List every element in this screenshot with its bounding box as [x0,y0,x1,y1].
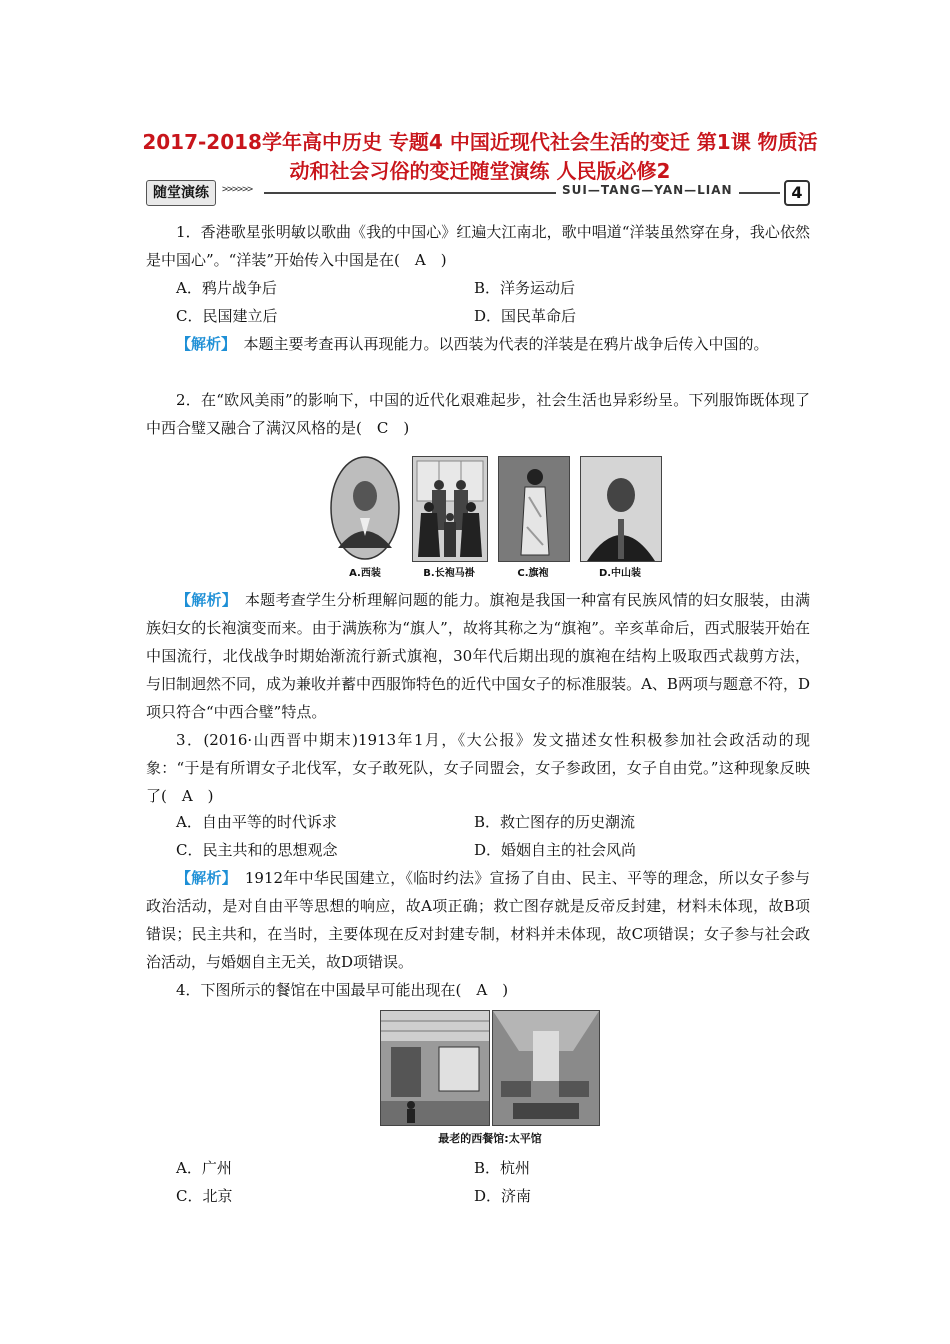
q3-analysis [146,864,810,976]
q3-option-a: A．自由平等的时代诉求 [176,813,337,831]
q4-option-c: C．北京 [176,1187,233,1205]
analysis-label: 【解析】 [176,869,230,887]
q3-option-c: C．民主共和的思想观念 [176,841,338,859]
q1-option-c: C．民国建立后 [176,307,278,325]
q3-analysis-text: 1912年中华民国建立，《临时约法》宣扬了自由、民主、平等的理念，所以女子参与政治活动，是对自由平等思想的响应，故A项正确；救亡图存就是反帝反封建，材料未体现，故B项错误；民主共和，在当时，主要体现在反对封建专制，材料并未体现，故C项错误；女子参与社会政治活动，与婚姻自主无关，故D项错误。 [146,869,810,971]
long-robe-photo [412,456,488,562]
analysis-label: 【解析】 [176,591,230,609]
q1-option-b: B．洋务运动后 [474,279,576,297]
q4-option-d: D．济南 [474,1187,532,1205]
restaurant-caption: 最老的西餐馆:太平馆 [438,1132,542,1145]
restaurant-exterior-photo [380,1010,490,1126]
q1-option-a: A．鸦片战争后 [176,279,277,297]
qipao-photo [498,456,570,562]
q3-option-d: D．婚姻自主的社会风尚 [474,841,637,859]
q1-analysis [146,330,810,358]
zhongshan-suit-photo [580,456,662,562]
caption-d: D.中山装 [598,568,642,579]
banner-number: 4 [784,180,810,206]
q4-option-a: A．广州 [176,1159,232,1177]
document-title: 2017-2018学年高中历史 专题4 中国近现代社会生活的变迁 第1课 物质活动和社会习俗的变迁随堂演练 人民版必修2 [142,130,818,183]
analysis-label: 【解析】 [176,335,229,353]
q2-analysis-text: 本题考查学生分析理解问题的能力。旗袍是我国一种富有民族风情的妇女服装，由满族妇女的长袍演变而来。由于满族称为“旗人”，故将其称之为“旗袍”。辛亥革命后，西式服装开始在中国流行，北伐战争时期始渐流行新式旗袍，30年代后期出现的旗袍在结构上吸取西式裁剪方法，与旧制迥然不同，成为兼收并蓄中西服饰特色的近代中国女子的标准服装。A、B两项与题意不符，D项只符合“中西合璧”特点。 [146,591,810,721]
q4-option-b: B．杭州 [474,1159,531,1177]
caption-b: B.长袍马褂 [423,568,475,579]
q1-option-d: D．国民革命后 [474,307,577,325]
question-1: 1．香港歌星张明敏以歌曲《我的中国心》红遍大江南北，歌中唱道“洋装虽然穿在身，我心依然是中国心”。“洋装”开始传入中国是在( A ) [146,223,810,269]
q1-analysis-text: 本题主要考查再认再现能力。以西装为代表的洋装是在鸦片战争后传入中国的。 [228,335,769,353]
q2-analysis [146,586,810,726]
suit-photo [330,456,400,560]
question-4: 4．下图所示的餐馆在中国最早可能出现在( A ) [176,981,509,999]
question-3: 3．(2016·山西晋中期末)1913年1月，《大公报》发文描述女性积极参加社会政活动的现象：“于是有所谓女子北伐军，女子敢死队，女子同盟会，女子参政团，女子自由党。”这种现象反映了( A ) [146,731,810,805]
section-banner [146,180,810,206]
caption-a: A.西装 [349,568,381,579]
banner-tag: 随堂演练 [146,180,216,206]
question-2: 2．在“欧风美雨”的影响下，中国的近代化艰难起步，社会生活也异彩纷呈。下列服饰既体现了中西合璧又融合了满汉风格的是( C ) [146,391,810,437]
clothing-figure [330,456,660,580]
banner-pinyin: SUI—TANG—YAN—LIAN [556,183,739,197]
caption-c: C.旗袍 [517,568,549,579]
restaurant-interior-photo [492,1010,600,1126]
q3-option-b: B．救亡图存的历史潮流 [474,813,636,831]
restaurant-figure [380,1010,600,1150]
banner-arrows: >>>>>> [222,184,253,195]
